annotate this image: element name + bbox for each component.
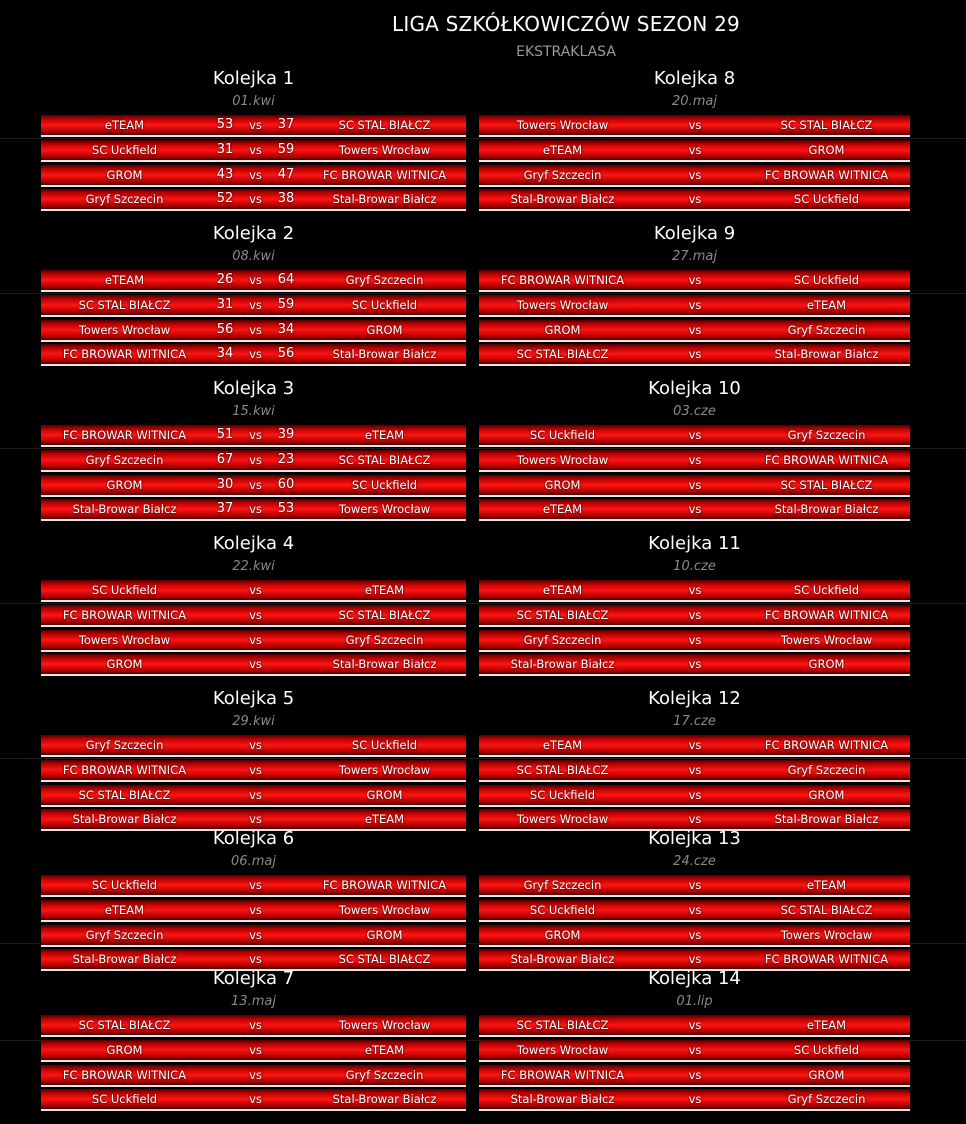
- away-team: eTEAM: [364, 583, 405, 597]
- match-row[interactable]: [479, 115, 910, 137]
- vs-label: vs: [249, 762, 262, 777]
- round-date: 15.kwi: [232, 404, 275, 419]
- home-score: 43: [216, 166, 234, 182]
- home-team: GROM: [544, 927, 581, 942]
- match-row[interactable]: [479, 1065, 910, 1087]
- vs-label: vs: [688, 142, 702, 157]
- round-date: 03.cze: [673, 404, 716, 419]
- away-team: Gryf Szczecin: [787, 1092, 866, 1107]
- home-score: 31: [216, 296, 234, 312]
- match-row[interactable]: [479, 925, 910, 947]
- vs-label: vs: [249, 477, 262, 492]
- home-team: SC STAL BIAŁCZ: [516, 762, 609, 777]
- away-team: Towers Wrocław: [338, 142, 431, 157]
- match-list: [479, 735, 910, 834]
- match-list: [479, 270, 910, 369]
- home-team: Towers Wrocław: [78, 632, 171, 647]
- match-row[interactable]: [41, 320, 466, 342]
- home-team: Gryf Szczecin: [85, 927, 164, 942]
- home-score: 37: [216, 501, 234, 517]
- match-row[interactable]: [41, 344, 466, 366]
- match-row[interactable]: [41, 499, 466, 521]
- round-date: 29.kwi: [232, 714, 275, 729]
- away-team: GROM: [366, 927, 403, 942]
- home-score: 26: [216, 272, 234, 287]
- match-row[interactable]: [41, 900, 466, 922]
- match-list: [479, 875, 910, 974]
- vs-label: vs: [688, 477, 702, 492]
- vs-label: vs: [688, 1042, 702, 1057]
- home-team: eTEAM: [104, 273, 145, 287]
- away-team: Towers Wrocław: [338, 762, 431, 777]
- away-team: FC BROWAR WITNICA: [764, 952, 889, 967]
- match-row[interactable]: [41, 140, 466, 162]
- vs-label: vs: [249, 632, 262, 647]
- away-team: Stal-Browar Białcz: [332, 657, 437, 672]
- home-team: Stal-Browar Białcz: [72, 502, 177, 517]
- vs-label: vs: [249, 583, 262, 597]
- home-team: Stal-Browar Białcz: [72, 812, 177, 827]
- match-row[interactable]: [479, 900, 910, 922]
- vs-label: vs: [249, 142, 262, 157]
- match-row[interactable]: [41, 1089, 466, 1111]
- home-team: eTEAM: [104, 118, 145, 132]
- away-team: SC Uckfield: [351, 297, 418, 312]
- vs-label: vs: [249, 1092, 262, 1107]
- match-list: [479, 1015, 910, 1114]
- match-row[interactable]: [479, 654, 910, 676]
- away-score: 59: [277, 141, 295, 157]
- round-title: Kolejka 1: [212, 68, 295, 89]
- home-team: FC BROWAR WITNICA: [500, 273, 625, 287]
- match-row[interactable]: [479, 875, 910, 897]
- vs-label: vs: [688, 322, 702, 337]
- vs-label: vs: [249, 738, 262, 752]
- home-score: 52: [216, 191, 234, 207]
- away-team: Gryf Szczecin: [787, 322, 866, 337]
- away-team: FC BROWAR WITNICA: [322, 167, 447, 182]
- match-row[interactable]: [41, 115, 466, 137]
- away-score: 38: [277, 191, 295, 207]
- match-row[interactable]: [479, 475, 910, 497]
- match-list: [479, 115, 910, 214]
- away-team: SC STAL BIAŁCZ: [780, 118, 873, 132]
- vs-label: vs: [249, 167, 262, 182]
- vs-label: vs: [249, 902, 262, 917]
- away-team: SC Uckfield: [351, 738, 418, 752]
- home-team: SC Uckfield: [91, 878, 158, 892]
- match-list: [479, 580, 910, 679]
- home-team: SC Uckfield: [529, 787, 596, 802]
- home-team: Stal-Browar Białcz: [72, 952, 177, 967]
- match-list: [41, 1015, 466, 1114]
- home-team: GROM: [544, 322, 581, 337]
- round-date: 01.kwi: [232, 94, 275, 109]
- round-title: Kolejka 6: [212, 828, 295, 849]
- away-score: 23: [277, 451, 295, 467]
- away-team: eTEAM: [364, 428, 405, 442]
- match-row[interactable]: [41, 735, 466, 757]
- home-score: 51: [216, 427, 234, 442]
- home-team: GROM: [106, 167, 143, 182]
- away-team: SC Uckfield: [793, 192, 860, 207]
- away-score: 39: [277, 427, 295, 442]
- round-date: 13.maj: [231, 994, 276, 1009]
- home-team: Gryf Szczecin: [85, 452, 164, 467]
- vs-label: vs: [688, 607, 702, 622]
- away-team: SC STAL BIAŁCZ: [338, 607, 431, 622]
- match-row[interactable]: [479, 735, 910, 757]
- round-date: 20.maj: [672, 94, 717, 109]
- away-team: eTEAM: [364, 812, 405, 827]
- away-team: Stal-Browar Białcz: [332, 192, 437, 207]
- match-row[interactable]: [41, 760, 466, 782]
- match-row[interactable]: [41, 270, 466, 292]
- match-row[interactable]: [41, 785, 466, 807]
- vs-label: vs: [249, 322, 262, 337]
- home-team: FC BROWAR WITNICA: [500, 1067, 625, 1082]
- away-team: SC STAL BIAŁCZ: [338, 952, 431, 967]
- home-team: Gryf Szczecin: [85, 738, 164, 752]
- vs-label: vs: [249, 927, 262, 942]
- away-team: FC BROWAR WITNICA: [764, 167, 889, 182]
- vs-label: vs: [688, 927, 702, 942]
- vs-label: vs: [688, 878, 702, 892]
- home-team: GROM: [106, 477, 143, 492]
- away-score: 59: [277, 296, 295, 312]
- vs-label: vs: [249, 1042, 262, 1057]
- round-title: Kolejka 14: [648, 968, 741, 989]
- away-team: Gryf Szczecin: [345, 1067, 424, 1082]
- match-row[interactable]: [479, 499, 910, 521]
- home-team: SC STAL BIAŁCZ: [516, 607, 609, 622]
- round-title: Kolejka 12: [648, 688, 741, 709]
- away-team: GROM: [808, 657, 845, 672]
- match-row[interactable]: [41, 295, 466, 317]
- vs-label: vs: [249, 657, 262, 672]
- home-team: SC Uckfield: [91, 1092, 158, 1107]
- home-team: SC Uckfield: [529, 428, 596, 442]
- vs-label: vs: [688, 657, 702, 672]
- home-score: 30: [216, 476, 234, 492]
- away-team: GROM: [808, 142, 845, 157]
- away-team: FC BROWAR WITNICA: [764, 738, 889, 752]
- round-title: Kolejka 8: [653, 68, 736, 89]
- away-team: Gryf Szczecin: [345, 273, 424, 287]
- vs-label: vs: [688, 347, 702, 362]
- home-score: 56: [216, 321, 234, 337]
- away-team: eTEAM: [806, 878, 847, 892]
- round-title: Kolejka 5: [212, 688, 295, 709]
- match-row[interactable]: [479, 1040, 910, 1062]
- round-date: 24.cze: [673, 854, 716, 869]
- home-team: Gryf Szczecin: [523, 878, 602, 892]
- round-date: 27.maj: [672, 249, 717, 264]
- vs-label: vs: [688, 167, 702, 182]
- home-team: Towers Wrocław: [516, 452, 609, 467]
- vs-label: vs: [249, 878, 262, 892]
- away-team: Stal-Browar Białcz: [774, 812, 879, 827]
- vs-label: vs: [688, 428, 702, 442]
- home-team: SC STAL BIAŁCZ: [78, 1018, 171, 1032]
- away-team: Towers Wrocław: [780, 927, 873, 942]
- home-team: eTEAM: [542, 502, 583, 517]
- home-team: SC STAL BIAŁCZ: [516, 347, 609, 362]
- away-team: FC BROWAR WITNICA: [322, 878, 447, 892]
- away-team: SC STAL BIAŁCZ: [780, 902, 873, 917]
- vs-label: vs: [249, 273, 262, 287]
- away-team: eTEAM: [806, 297, 847, 312]
- vs-label: vs: [249, 502, 262, 517]
- vs-label: vs: [249, 297, 262, 312]
- away-team: Towers Wrocław: [338, 1018, 431, 1032]
- round-title: Kolejka 4: [212, 533, 295, 554]
- away-team: Gryf Szczecin: [787, 428, 866, 442]
- home-team: Stal-Browar Białcz: [510, 192, 615, 207]
- round-date: 17.cze: [673, 714, 716, 729]
- home-team: Gryf Szczecin: [523, 632, 602, 647]
- match-row[interactable]: [41, 189, 466, 211]
- round-date: 10.cze: [673, 559, 716, 574]
- match-row[interactable]: [479, 344, 910, 366]
- match-row[interactable]: [41, 425, 466, 447]
- home-team: eTEAM: [104, 902, 145, 917]
- home-score: 34: [216, 346, 234, 362]
- away-score: 34: [277, 321, 295, 337]
- vs-label: vs: [249, 192, 262, 207]
- league-name: EKSTRAKLASA: [516, 44, 616, 60]
- home-team: Towers Wrocław: [516, 297, 609, 312]
- away-team: GROM: [366, 322, 403, 337]
- vs-label: vs: [688, 762, 702, 777]
- match-row[interactable]: [479, 580, 910, 602]
- home-team: Gryf Szczecin: [523, 167, 602, 182]
- away-team: SC Uckfield: [793, 1042, 860, 1057]
- home-score: 31: [216, 141, 234, 157]
- vs-label: vs: [688, 902, 702, 917]
- vs-label: vs: [688, 1018, 702, 1032]
- vs-label: vs: [688, 1067, 702, 1082]
- match-row[interactable]: [479, 320, 910, 342]
- away-team: SC STAL BIAŁCZ: [338, 118, 431, 132]
- match-row[interactable]: [479, 270, 910, 292]
- away-team: Towers Wrocław: [780, 632, 873, 647]
- home-team: eTEAM: [542, 738, 583, 752]
- match-row[interactable]: [479, 450, 910, 472]
- away-team: SC Uckfield: [793, 583, 860, 597]
- round-date: 08.kwi: [232, 249, 275, 264]
- match-row[interactable]: [41, 1015, 466, 1037]
- away-team: eTEAM: [806, 1018, 847, 1032]
- away-team: GROM: [808, 1067, 845, 1082]
- vs-label: vs: [249, 452, 262, 467]
- away-team: GROM: [808, 787, 845, 802]
- away-team: SC Uckfield: [793, 273, 860, 287]
- match-row[interactable]: [479, 1015, 910, 1037]
- vs-label: vs: [249, 607, 262, 622]
- match-row[interactable]: [479, 295, 910, 317]
- home-team: SC STAL BIAŁCZ: [78, 297, 171, 312]
- home-team: Stal-Browar Białcz: [510, 952, 615, 967]
- away-team: FC BROWAR WITNICA: [764, 607, 889, 622]
- match-row[interactable]: [41, 450, 466, 472]
- away-team: Gryf Szczecin: [787, 762, 866, 777]
- match-row[interactable]: [41, 875, 466, 897]
- vs-label: vs: [249, 952, 262, 967]
- home-team: GROM: [106, 657, 143, 672]
- round-date: 22.kwi: [232, 559, 275, 574]
- match-row[interactable]: [41, 925, 466, 947]
- match-row[interactable]: [479, 1089, 910, 1111]
- vs-label: vs: [688, 452, 702, 467]
- home-team: eTEAM: [542, 583, 583, 597]
- vs-label: vs: [249, 118, 262, 132]
- vs-label: vs: [688, 297, 702, 312]
- match-list: [479, 425, 910, 524]
- home-team: FC BROWAR WITNICA: [62, 607, 187, 622]
- home-score: 53: [216, 117, 234, 132]
- match-row[interactable]: [41, 475, 466, 497]
- page-title: LIGA SZKÓŁKOWICZÓW SEZON 29: [392, 12, 740, 36]
- away-team: SC STAL BIAŁCZ: [338, 452, 431, 467]
- round-date: 01.lip: [676, 994, 713, 1009]
- match-row[interactable]: [41, 1040, 466, 1062]
- match-row[interactable]: [479, 189, 910, 211]
- away-score: 37: [277, 117, 295, 132]
- away-team: Stal-Browar Białcz: [774, 502, 879, 517]
- away-team: Towers Wrocław: [338, 502, 431, 517]
- match-row[interactable]: [41, 654, 466, 676]
- round-title: Kolejka 2: [212, 223, 295, 244]
- vs-label: vs: [688, 812, 702, 827]
- vs-label: vs: [249, 428, 262, 442]
- round-date: 06.maj: [231, 854, 276, 869]
- match-list: [41, 735, 466, 834]
- home-team: Towers Wrocław: [516, 812, 609, 827]
- home-team: FC BROWAR WITNICA: [62, 347, 187, 362]
- vs-label: vs: [249, 347, 262, 362]
- home-team: Gryf Szczecin: [85, 192, 164, 207]
- home-team: eTEAM: [542, 142, 583, 157]
- match-list: [41, 115, 466, 214]
- away-team: Towers Wrocław: [338, 902, 431, 917]
- round-title: Kolejka 10: [648, 378, 741, 399]
- home-team: Towers Wrocław: [516, 118, 609, 132]
- away-score: 64: [277, 272, 295, 287]
- match-list: [41, 580, 466, 679]
- away-team: Stal-Browar Białcz: [774, 347, 879, 362]
- away-team: Stal-Browar Białcz: [332, 1092, 437, 1107]
- home-team: SC STAL BIAŁCZ: [516, 1018, 609, 1032]
- away-team: FC BROWAR WITNICA: [764, 452, 889, 467]
- home-team: SC STAL BIAŁCZ: [78, 787, 171, 802]
- match-row[interactable]: [41, 605, 466, 627]
- vs-label: vs: [688, 502, 702, 517]
- match-row[interactable]: [479, 165, 910, 187]
- away-team: Stal-Browar Białcz: [332, 347, 437, 362]
- vs-label: vs: [688, 583, 702, 597]
- vs-label: vs: [688, 1092, 702, 1107]
- vs-label: vs: [249, 1067, 262, 1082]
- vs-label: vs: [688, 738, 702, 752]
- vs-label: vs: [688, 952, 702, 967]
- round-title: Kolejka 13: [648, 828, 741, 849]
- away-score: 53: [277, 501, 295, 517]
- match-row[interactable]: [479, 605, 910, 627]
- away-score: 60: [277, 476, 295, 492]
- vs-label: vs: [249, 787, 262, 802]
- away-team: SC STAL BIAŁCZ: [780, 477, 873, 492]
- home-team: SC Uckfield: [91, 142, 158, 157]
- home-team: Towers Wrocław: [516, 1042, 609, 1057]
- match-list: [41, 875, 466, 974]
- match-row[interactable]: [479, 760, 910, 782]
- match-row[interactable]: [41, 630, 466, 652]
- match-row[interactable]: [41, 165, 466, 187]
- away-team: Gryf Szczecin: [345, 632, 424, 647]
- home-team: Stal-Browar Białcz: [510, 657, 615, 672]
- match-row[interactable]: [479, 425, 910, 447]
- away-score: 47: [277, 166, 295, 182]
- round-title: Kolejka 9: [653, 223, 736, 244]
- home-team: FC BROWAR WITNICA: [62, 762, 187, 777]
- vs-label: vs: [688, 632, 702, 647]
- round-title: Kolejka 7: [212, 968, 295, 989]
- match-row[interactable]: [41, 1065, 466, 1087]
- match-row[interactable]: [479, 140, 910, 162]
- home-team: SC Uckfield: [91, 583, 158, 597]
- match-list: [41, 425, 466, 524]
- match-row[interactable]: [479, 630, 910, 652]
- round-title: Kolejka 11: [648, 533, 741, 554]
- vs-label: vs: [688, 787, 702, 802]
- match-row[interactable]: [41, 580, 466, 602]
- home-score: 67: [216, 451, 234, 467]
- vs-label: vs: [688, 273, 702, 287]
- match-row[interactable]: [479, 785, 910, 807]
- away-team: GROM: [366, 787, 403, 802]
- home-team: FC BROWAR WITNICA: [62, 428, 187, 442]
- vs-label: vs: [249, 1018, 262, 1032]
- home-team: Stal-Browar Białcz: [510, 1092, 615, 1107]
- home-team: GROM: [106, 1042, 143, 1057]
- home-team: GROM: [544, 477, 581, 492]
- vs-label: vs: [688, 192, 702, 207]
- vs-label: vs: [688, 118, 702, 132]
- home-team: FC BROWAR WITNICA: [62, 1067, 187, 1082]
- away-score: 56: [277, 346, 295, 362]
- away-team: eTEAM: [364, 1042, 405, 1057]
- home-team: Towers Wrocław: [78, 322, 171, 337]
- round-title: Kolejka 3: [212, 378, 295, 399]
- match-list: [41, 270, 466, 369]
- away-team: SC Uckfield: [351, 477, 418, 492]
- home-team: SC Uckfield: [529, 902, 596, 917]
- vs-label: vs: [249, 812, 262, 827]
